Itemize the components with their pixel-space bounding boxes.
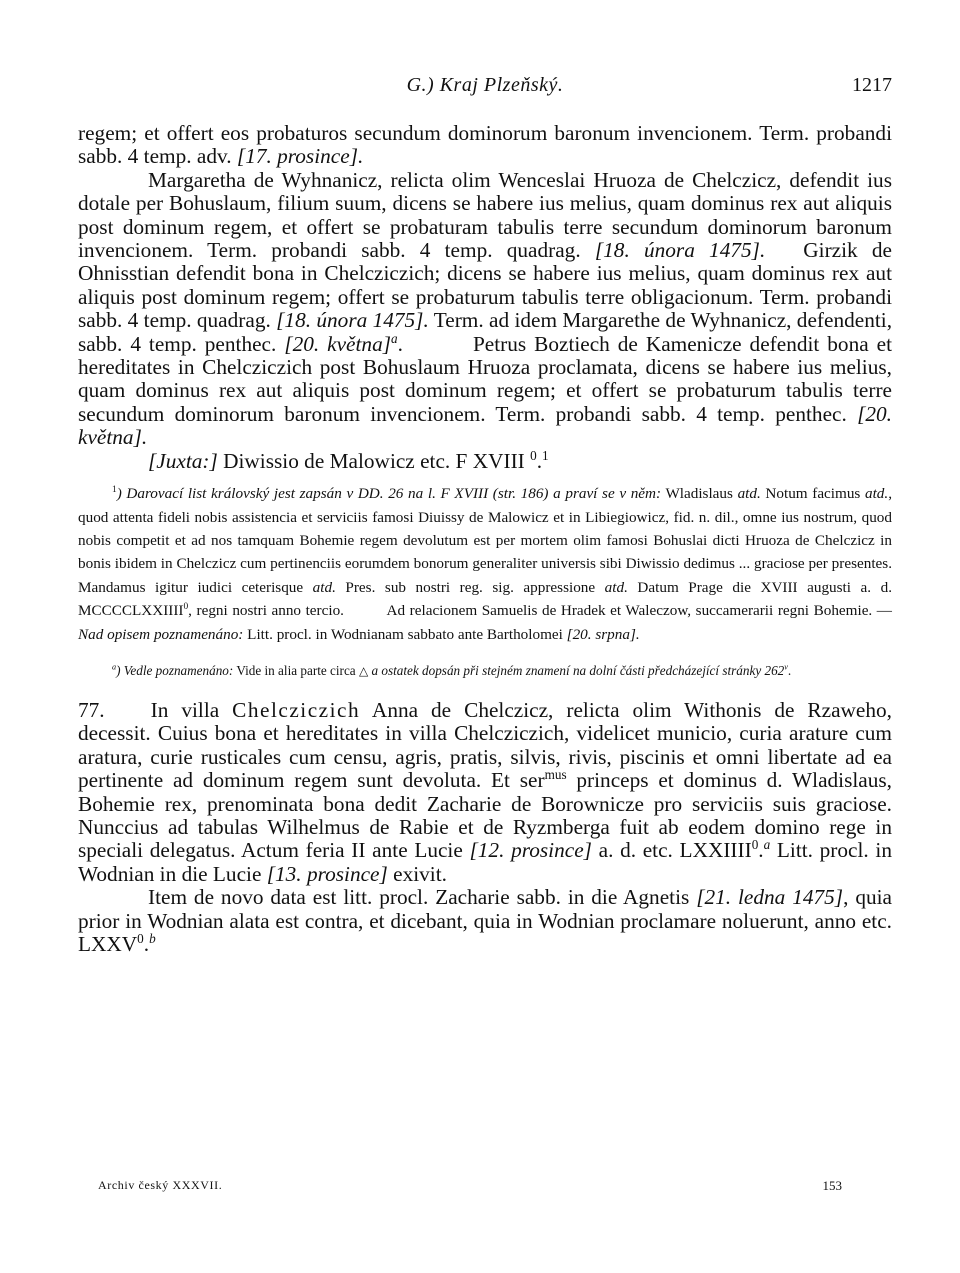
entry-77-paragraph [78, 699, 892, 886]
text-run: . [143, 932, 150, 956]
text-run: Litt. procl. in Wodnianam sabbato ante Bartholomei [243, 625, 567, 643]
text-run: Ad relacionem Samuelis de Hradek et Waleczow, succamerarii regni Bohemie. — [386, 602, 892, 620]
date-note: [18. února 1475]. [276, 308, 429, 333]
text-run: Notum facimus [760, 485, 865, 503]
footnote-2 [78, 661, 892, 681]
superscript: 0 [137, 930, 144, 946]
date-note: [17. prosince]. [236, 144, 364, 169]
text-run: In villa [150, 697, 233, 722]
text-run: atd. [604, 578, 628, 596]
text-run: atd. [864, 485, 889, 503]
paragraph-item [78, 886, 892, 956]
text-run: Petrus Boztiech de Kamenicze defendit bona et hereditates in Chelcziczich post Bohuslaum Hruoza proclamata, dicens se habere ius melius, quam dominus rex aut aliquis post dominum regem; et offert se probaturum tabulis terre secundum dominorum baronum invencionem. Term. probandi sabb. 4 temp. penthec. [78, 331, 893, 426]
sheet-number: 153 [822, 1178, 842, 1193]
text-run: a. d. etc. LXXIIII [591, 838, 752, 863]
footnote-marker: a [112, 662, 117, 672]
text-run: , regni nostri anno tercio. [188, 602, 349, 620]
place-name: Chelcziczich [232, 697, 361, 722]
text-run: Pres. sub nostri reg. sig. appressione [335, 578, 605, 596]
editor-note: a ostatek dopsán při stejném znamení na dolní části předcházející stránky 262 [368, 662, 785, 678]
superscript: v [784, 662, 788, 672]
paragraph-juxta [78, 447, 892, 473]
superscript: 0 [530, 447, 537, 463]
superscript: 0 [751, 837, 759, 853]
footnote-marker: 1 [112, 485, 117, 496]
date-note: [20. srpna]. [566, 625, 640, 643]
paragraph-continuation [78, 122, 892, 169]
signature-mark: Archiv český XXXVII. [98, 1178, 223, 1192]
text-run: Item de novo data est litt. procl. Zacharie sabb. in die Agnetis [148, 885, 697, 910]
text-run: Wladislaus [661, 485, 738, 503]
text-run: Term. ad idem Margarethe de Wyhnanicz, defendenti, sabb. 4 temp. penthec. [78, 308, 893, 356]
text-run: princeps et dominus d. Wladislaus, Bohemie rex, prenominata bona dedit Zacharie de Borownicze pro serviciis suis graciose. Nunccius ad tabulas Wilhelmus de Rabie et de Ryzmberga fuit ab eodem domino rege in speciali delegatus. Actum feria II ante Lucie [78, 768, 893, 863]
page-header [78, 74, 892, 104]
text-run: . [536, 448, 543, 473]
text-run: Margaretha de Wyhnanicz, relicta olim Wenceslai Hruoza de Chelczicz, defendit ius dotale per Bohuslaum, filium suum, dicens se habere ius melius, quam dominus rex aut aliquis post dominum regem, et offert se probaturam tabulis terre secundum dominorum baronum invencionem. Term. probandi sabb. 4 temp. quadrag. [78, 167, 892, 263]
editor-note: ) Darovací list královský jest zapsán v DD. 26 na l. F XVIII (str. 186) a praví se v něm: [116, 485, 662, 503]
triangle-sign-icon: △ [358, 663, 369, 678]
date-note: [21. ledna 1475] [696, 885, 844, 910]
footnote-ref: a [763, 837, 771, 853]
text-run: , quod attenta fideli nobis assistencia et serviciis famosi Diuissy de Malowicz et in Libiegiowicz, fid. n. dil., omne ius nostrum, quod nobis competit et ad nos tamquam Bohemie regem devolutum est per mortem olim famosi Bohuslai dicti Hruoza de Chelczicz in bonis ibidem in Chelczicz cum pertinenciis eorumdem bonorum generaliter universis sibi Diwissio dedimus ... graciose per presentes. Mandamus igitur iudici ceterisque [78, 485, 892, 596]
editor-note: ) Vedle poznamenáno: [116, 662, 234, 678]
date-note: [12. prosince] [469, 838, 592, 863]
text-run: atd. [737, 485, 761, 503]
superscript: 0 [183, 602, 189, 613]
footnote-1 [78, 482, 892, 646]
text-run: exivit. [387, 861, 447, 886]
date-note: [18. února 1475]. [594, 238, 766, 263]
footnote-ref: b [149, 930, 156, 946]
text-run: . [397, 331, 403, 356]
superscript: mus [544, 767, 567, 783]
text-run: . [787, 662, 792, 678]
entry-number: 77. [78, 697, 105, 722]
page-body [78, 122, 892, 956]
footnote-ref: 1 [542, 447, 549, 463]
text-run: atd. [312, 578, 336, 596]
entry-77 [78, 699, 892, 956]
text-run: Datum Prage die XVIII augusti a. d. MCCCCLXXIIII [78, 578, 892, 620]
text-run: Diwissio de Malowicz etc. F XVIII [217, 448, 531, 473]
footnote-ref: a [391, 330, 398, 346]
text-run: regem; et offert eos probaturos secundum dominorum baronum invencionem. Term. probandi sabb. 4 temp. adv. [78, 121, 892, 169]
paragraph-margaretha [78, 169, 892, 450]
main-text [78, 122, 892, 473]
page-number: 1217 [852, 74, 892, 96]
running-title: G.) Kraj Plzeňský. [406, 74, 564, 96]
text-run: Litt. procl. in Wodnian in die Lucie [78, 838, 892, 886]
date-note: [20. května] [284, 331, 392, 356]
text-run: . [758, 838, 764, 863]
text-run: Vide in alia parte circa [233, 662, 359, 678]
text-run: Girzik de Ohnisstian defendit bona in Chelcziczich; dicens se habere ius melius, quam dominus rex aut aliquis post dominum regem; offert se probaturum tabulis terre obligacionum. Term. probandi sabb. 4 temp. quadrag. [78, 238, 892, 333]
date-note: [20. května]. [78, 401, 892, 450]
text-run: Anna de Chelczicz, relicta olim Withonis de Rzaweho, decessit. Cuius bona et hereditates in villa Chelcziczich, videlicet municio, curia arature cum aratura, curie rusticales cum censu, agris, pratis, silvis, rivis, piscinis et omni libertate ad ea pertinente ad dominum regem sunt devoluta. Et ser [78, 697, 892, 793]
juxta-label: [Juxta:] [148, 448, 218, 473]
date-note: [13. prosince] [266, 861, 388, 886]
text-run: , quia prior in Wodnian alata est contra, et dicebant, quia in Wodnian proclamare noluerunt, anno etc. LXXV [78, 885, 892, 956]
editor-note: Nad opisem poznamenáno: [78, 625, 244, 643]
